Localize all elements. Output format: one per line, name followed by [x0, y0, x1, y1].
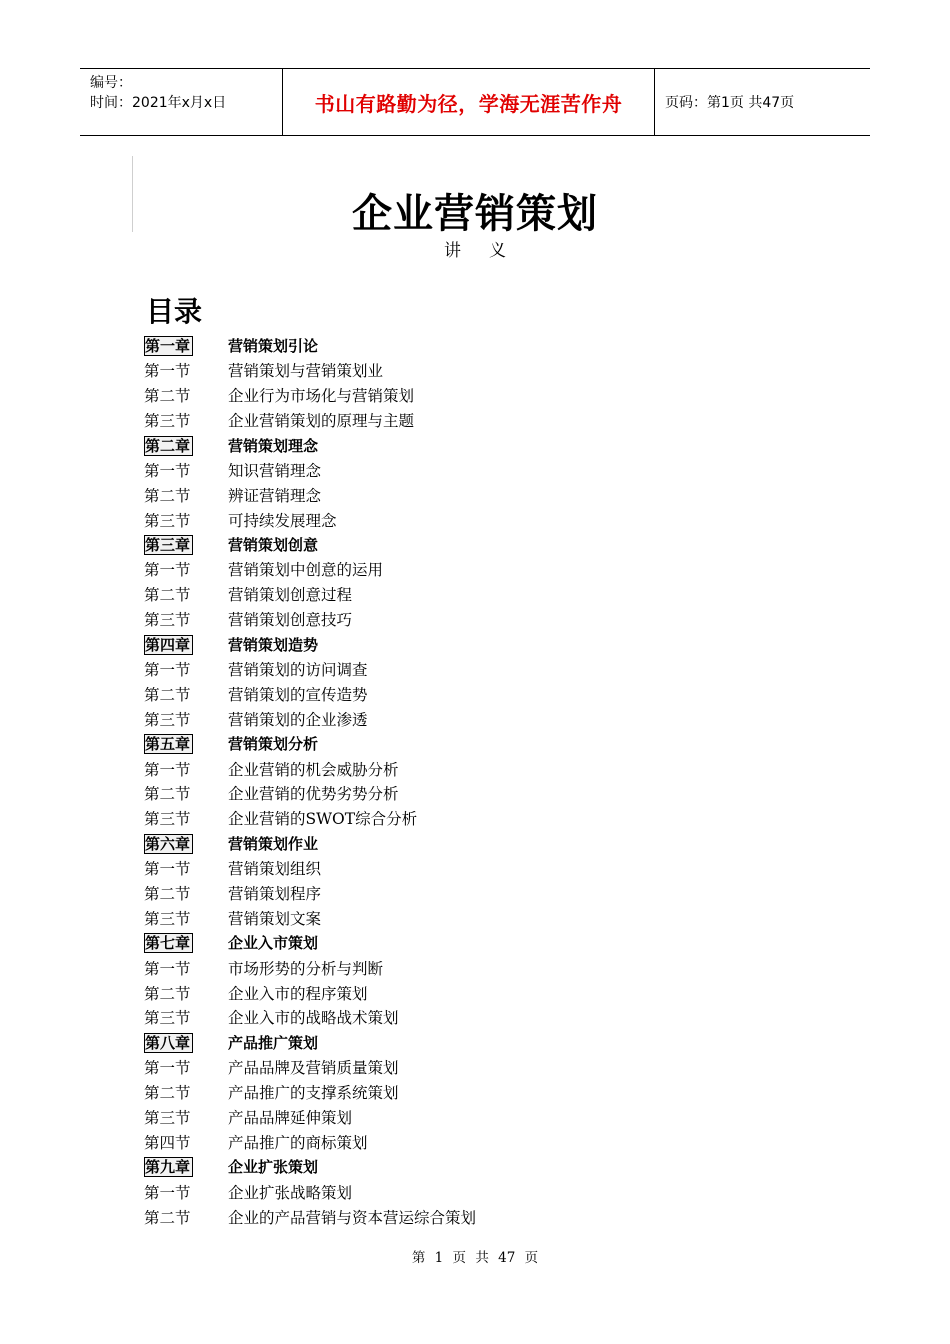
chapter-title: 营销策划理念	[228, 436, 319, 455]
chapter-number: 第六章	[144, 834, 193, 854]
section-title: 企业扩张战略策划	[228, 1183, 353, 1202]
toc-chapter-row	[144, 333, 744, 358]
document-subtitle: 讲义	[444, 241, 534, 261]
section-title: 企业营销的机会威胁分析	[228, 760, 399, 779]
toc-section-row	[144, 856, 744, 881]
chapter-title: 产品推广策划	[228, 1033, 319, 1052]
toc-section-row	[144, 1204, 744, 1229]
section-number	[144, 758, 228, 780]
section-number-text: 第一节	[144, 661, 191, 680]
toc-section-row	[144, 1005, 744, 1030]
chapter-title: 营销策划作业	[228, 834, 319, 853]
section-number	[144, 484, 228, 506]
toc-chapter-row	[144, 930, 744, 955]
section-number	[144, 807, 228, 829]
section-number	[144, 982, 228, 1004]
toc-section-row	[144, 1055, 744, 1080]
section-number	[144, 1106, 228, 1128]
section-title: 企业入市的程序策划	[228, 984, 368, 1003]
section-number	[144, 558, 228, 580]
toc-section-row	[144, 557, 744, 582]
section-title: 产品品牌延伸策划	[228, 1109, 353, 1128]
section-number-text: 第一节	[144, 760, 191, 779]
section-title: 可持续发展理念	[228, 511, 337, 530]
chapter-number: 第四章	[144, 635, 193, 655]
chapter-number-box	[144, 534, 228, 555]
section-title: 产品品牌及营销质量策划	[228, 1059, 399, 1078]
section-title: 辨证营销理念	[228, 486, 322, 505]
section-title: 企业营销策划的原理与主题	[228, 412, 415, 431]
section-title: 营销策划组织	[228, 860, 322, 879]
section-number-text: 第二节	[144, 586, 191, 605]
chapter-title: 营销策划引论	[228, 336, 319, 355]
section-title: 营销策划的宣传造势	[228, 685, 368, 704]
chapter-number: 第七章	[144, 933, 193, 953]
chapter-number-box	[144, 435, 228, 456]
chapter-number-box	[144, 1156, 228, 1177]
page-info: 页码：第1页 共47页	[665, 95, 795, 111]
section-number	[144, 1206, 228, 1228]
section-title: 企业入市的战略战术策划	[228, 1009, 399, 1028]
section-title: 营销策划文案	[228, 909, 322, 928]
toc-chapter-row	[144, 632, 744, 657]
section-number-text: 第一节	[144, 561, 191, 580]
toc-section-row	[144, 482, 744, 507]
toc-chapter-row	[144, 831, 744, 856]
toc-section-row	[144, 607, 744, 632]
chapter-title: 企业扩张策划	[228, 1158, 319, 1177]
time-label: 时间：2021年x月x日	[90, 95, 227, 111]
toc-section-row	[144, 806, 744, 831]
section-title: 营销策划与营销策划业	[228, 362, 384, 381]
chapter-number-box	[144, 733, 228, 754]
section-title: 产品推广的商标策划	[228, 1133, 368, 1152]
toc-section-row	[144, 1080, 744, 1105]
toc-section-row	[144, 881, 744, 906]
section-number-text: 第三节	[144, 611, 191, 630]
toc-heading: 目录	[146, 295, 203, 328]
section-title: 营销策划程序	[228, 885, 322, 904]
section-title: 产品推广的支撑系统策划	[228, 1084, 399, 1103]
section-number	[144, 857, 228, 879]
chapter-number: 第五章	[144, 734, 193, 754]
chapter-number-box	[144, 1032, 228, 1053]
section-number	[144, 683, 228, 705]
section-number	[144, 1006, 228, 1028]
section-title: 营销策划创意技巧	[228, 611, 353, 630]
section-number-text: 第一节	[144, 362, 191, 381]
section-number-text: 第三节	[144, 1109, 191, 1128]
toc-section-row	[144, 1130, 744, 1155]
section-number-text: 第二节	[144, 984, 191, 1003]
toc-section-row	[144, 1105, 744, 1130]
section-number-text: 第三节	[144, 909, 191, 928]
toc-section-row	[144, 657, 744, 682]
toc-section-row	[144, 756, 744, 781]
section-number	[144, 384, 228, 406]
page-footer: 第 1 页 共 47 页	[411, 1250, 539, 1266]
section-title: 营销策划的企业渗透	[228, 710, 368, 729]
section-number	[144, 359, 228, 381]
number-label: 编号：	[90, 75, 132, 91]
section-number-text: 第一节	[144, 959, 191, 978]
toc-section-row	[144, 681, 744, 706]
toc-section-row	[144, 358, 744, 383]
section-title: 企业行为市场化与营销策划	[228, 387, 415, 406]
section-number-text: 第二节	[144, 387, 191, 406]
section-number-text: 第二节	[144, 685, 191, 704]
section-number-text: 第二节	[144, 486, 191, 505]
toc-section-row	[144, 1179, 744, 1204]
section-number-text: 第三节	[144, 810, 191, 829]
chapter-number: 第一章	[144, 336, 193, 356]
toc-section-row	[144, 781, 744, 806]
toc-chapter-row	[144, 433, 744, 458]
section-title: 营销策划的访问调查	[228, 661, 368, 680]
section-number	[144, 1131, 228, 1153]
section-number-text: 第三节	[144, 412, 191, 431]
section-number	[144, 957, 228, 979]
section-number-text: 第四节	[144, 1133, 191, 1152]
document-title: 企业营销策划	[352, 191, 598, 237]
section-number	[144, 583, 228, 605]
section-number-text: 第三节	[144, 511, 191, 530]
chapter-number-box	[144, 634, 228, 655]
toc-section-row	[144, 582, 744, 607]
motto: 书山有路勤为径，学海无涯苦作舟	[282, 69, 655, 135]
toc-section-row	[144, 457, 744, 482]
toc-section-row	[144, 507, 744, 532]
section-number-text: 第一节	[144, 860, 191, 879]
header-left-cell	[80, 69, 282, 135]
section-number-text: 第二节	[144, 1208, 191, 1227]
section-title: 企业营销的SWOT综合分析	[228, 810, 418, 829]
toc-chapter-row	[144, 1154, 744, 1179]
toc-chapter-row	[144, 731, 744, 756]
toc-section-row	[144, 383, 744, 408]
section-title: 营销策划中创意的运用	[228, 561, 384, 580]
chapter-title: 营销策划造势	[228, 635, 319, 654]
chapter-title: 企业入市策划	[228, 934, 319, 953]
chapter-number: 第八章	[144, 1033, 193, 1053]
table-of-contents	[144, 333, 744, 1229]
toc-chapter-row	[144, 1030, 744, 1055]
chapter-number-box	[144, 833, 228, 854]
header-table	[80, 68, 870, 136]
section-number	[144, 509, 228, 531]
toc-section-row	[144, 706, 744, 731]
section-number-text: 第二节	[144, 785, 191, 804]
section-number	[144, 882, 228, 904]
section-number-text: 第三节	[144, 1009, 191, 1028]
section-number	[144, 1056, 228, 1078]
section-title: 企业的产品营销与资本营运综合策划	[228, 1208, 477, 1227]
section-number-text: 第一节	[144, 1059, 191, 1078]
section-number	[144, 459, 228, 481]
section-title: 知识营销理念	[228, 461, 322, 480]
chapter-title: 营销策划分析	[228, 735, 319, 754]
chapter-number: 第三章	[144, 535, 193, 555]
section-number-text: 第一节	[144, 1183, 191, 1202]
section-number	[144, 409, 228, 431]
section-number	[144, 608, 228, 630]
section-number	[144, 1081, 228, 1103]
toc-chapter-row	[144, 532, 744, 557]
toc-section-row	[144, 955, 744, 980]
section-number-text: 第三节	[144, 710, 191, 729]
section-title: 企业营销的优势劣势分析	[228, 785, 399, 804]
chapter-number-box	[144, 335, 228, 356]
section-number	[144, 708, 228, 730]
section-number-text: 第一节	[144, 461, 191, 480]
section-number	[144, 907, 228, 929]
section-number	[144, 1181, 228, 1203]
chapter-number: 第二章	[144, 436, 193, 456]
toc-section-row	[144, 980, 744, 1005]
section-title: 营销策划创意过程	[228, 586, 353, 605]
chapter-number-box	[144, 932, 228, 953]
chapter-title: 营销策划创意	[228, 536, 319, 555]
section-number-text: 第二节	[144, 885, 191, 904]
section-number-text: 第二节	[144, 1084, 191, 1103]
chapter-number: 第九章	[144, 1157, 193, 1177]
toc-section-row	[144, 408, 744, 433]
section-number	[144, 782, 228, 804]
toc-section-row	[144, 905, 744, 930]
section-title: 市场形势的分析与判断	[228, 959, 384, 978]
section-number	[144, 658, 228, 680]
